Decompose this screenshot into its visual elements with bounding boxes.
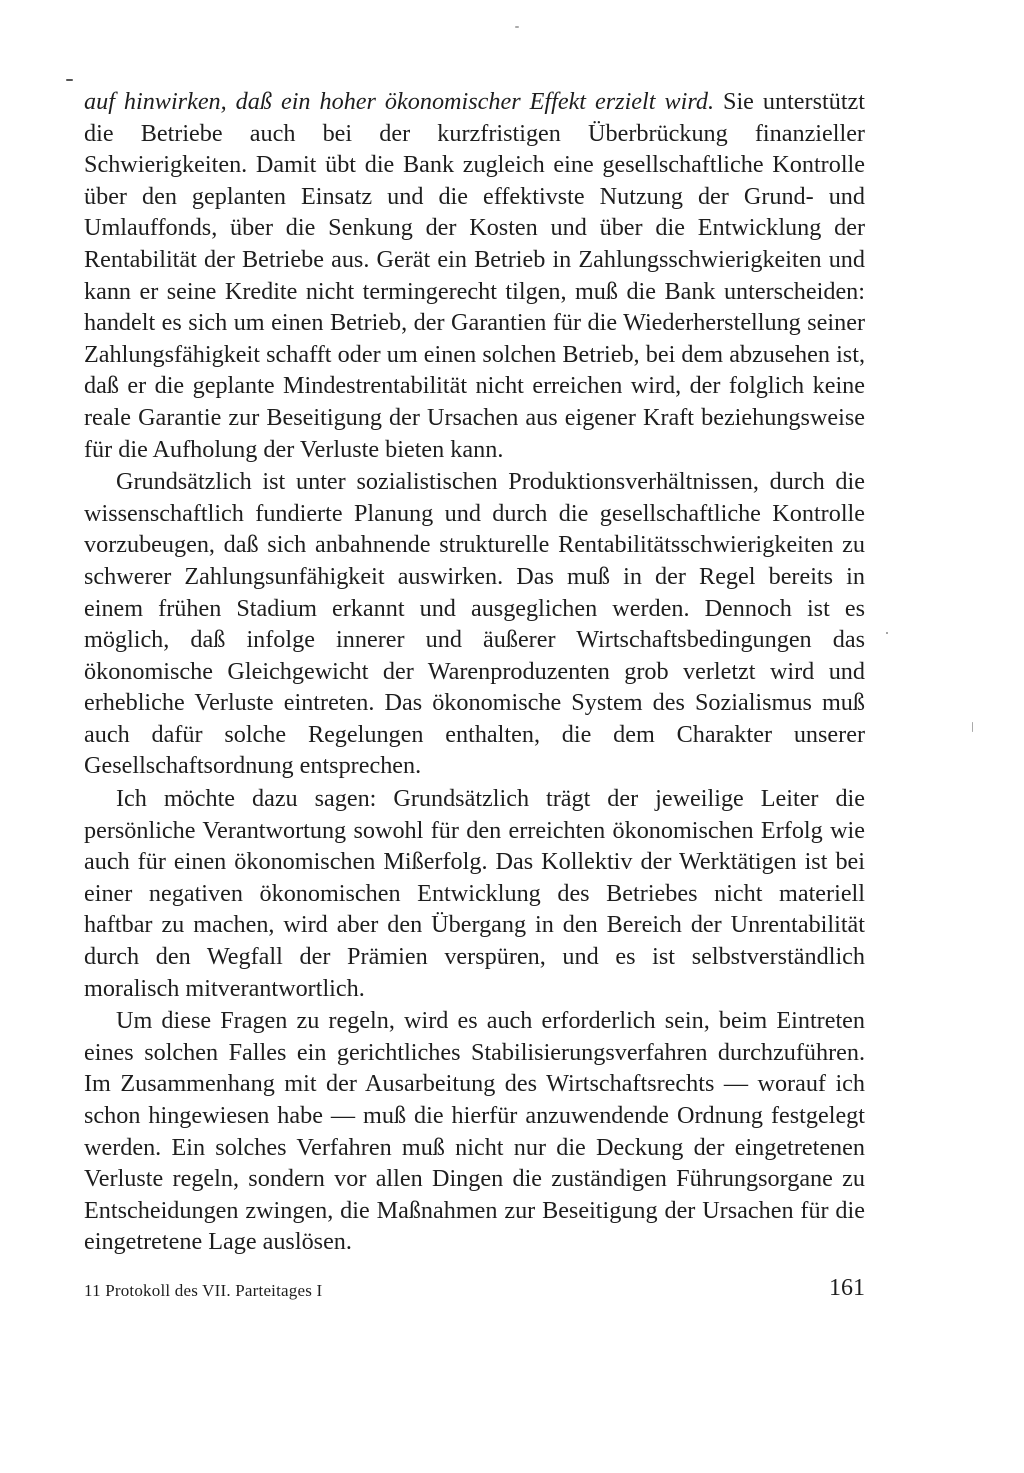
scan-speck (66, 79, 73, 81)
scan-speck (515, 26, 519, 28)
paragraph-1 (84, 86, 865, 465)
paragraph-4: Um diese Fragen zu regeln, wird es auch erforderlich sein, beim Eintreten eines solchen Falles ein gerichtliches Stabilisierungsverfahren durchzuführen. Im Zusammenhang mit der Ausarbeitung des Wirtschaftsrechts — worauf ich schon hingewiesen habe — muß die hierfür anzuwendende Ordnung festgelegt werden. Ein solches Verfahren muß nicht nur die Deckung der eingetretenen Verluste regeln, sondern vor allen Dingen die zuständigen Führungsorgane zu Entscheidungen zwingen, die Maßnahmen zur Beseitigung der Ursachen für die eingetretene Lage auslösen. (84, 1007, 865, 1256)
paragraph-2: Grundsätzlich ist unter sozialistischen Produktionsverhältnissen, durch die wissenschaftlich fundierte Planung und durch die gesellschaftliche Kontrolle vorzubeugen, daß sich anbahnende strukturelle Rentabilitätsschwierigkeiten zu schwerer Zahlungsunfähigkeit auswirken. Das muß in der Regel bereits in einem frühen Stadium erkannt und ausgeglichen werden. Dennoch ist es möglich, daß infolge innerer und äußerer Wirtschaftsbedingungen das ökonomische Gleichgewicht der Warenproduzenten grob verletzt wird und erhebliche Verluste eintreten. Das ökonomische System des Sozialismus muß auch dafür solche Regelungen enthalten, die dem Charakter unserer Gesellschaftsordnung entsprechen. (84, 468, 865, 780)
italic-emphasis: auf hinwirken, daß ein hoher ökonomischer Effekt erzielt wird. (84, 88, 714, 115)
page-footer (84, 1275, 865, 1315)
paragraph-3: Ich möchte dazu sagen: Grundsätzlich trägt der jeweilige Leiter die persönliche Verantwortung sowohl für den erreichten ökonomischen Erfolg wie auch für einen ökonomischen Mißerfolg. Das Kollektiv der Werktätigen ist bei einer negativen ökonomischen Entwicklung des Betriebes nicht materiell haftbar zu machen, wird aber den Übergang in den Bereich der Unrentabilität durch den Wegfall der Prämien verspüren, und es ist selbstverständlich moralisch mitverantwortlich. (84, 785, 865, 1002)
footer-footnote: 11 Protokoll des VII. Parteitages I (84, 1281, 323, 1300)
scan-speck (886, 632, 888, 634)
scan-speck (972, 722, 973, 732)
paragraph-1-text: Sie unterstützt die Betriebe auch bei der kurzfristigen Überbrückung finanzieller Schwierigkeiten. Damit übt die Bank zugleich eine gesellschaftliche Kontrolle über den geplanten Einsatz und die effektivste Nutzung der Grund- und Umlauffonds, über die Senkung der Kosten und über die Entwicklung der Rentabilität der Betriebe aus. Gerät ein Betrieb in Zahlungsschwierigkeiten und kann er seine Kredite nicht termingerecht tilgen, muß die Bank unterscheiden: handelt es sich um einen Betrieb, der Garantien für die Wiederherstellung seiner Zahlungsfähigkeit schafft oder um einen solchen Betrieb, bei dem abzusehen ist, daß er die geplante Mindestrentabilität nicht erreichen wird, der folglich keine reale Garantie zur Beseitigung der Ursachen aus eigener Kraft beziehungsweise für die Aufholung der Verluste bieten kann. (84, 88, 866, 463)
page-body (84, 86, 865, 1258)
page-number: 161 (829, 1275, 865, 1301)
